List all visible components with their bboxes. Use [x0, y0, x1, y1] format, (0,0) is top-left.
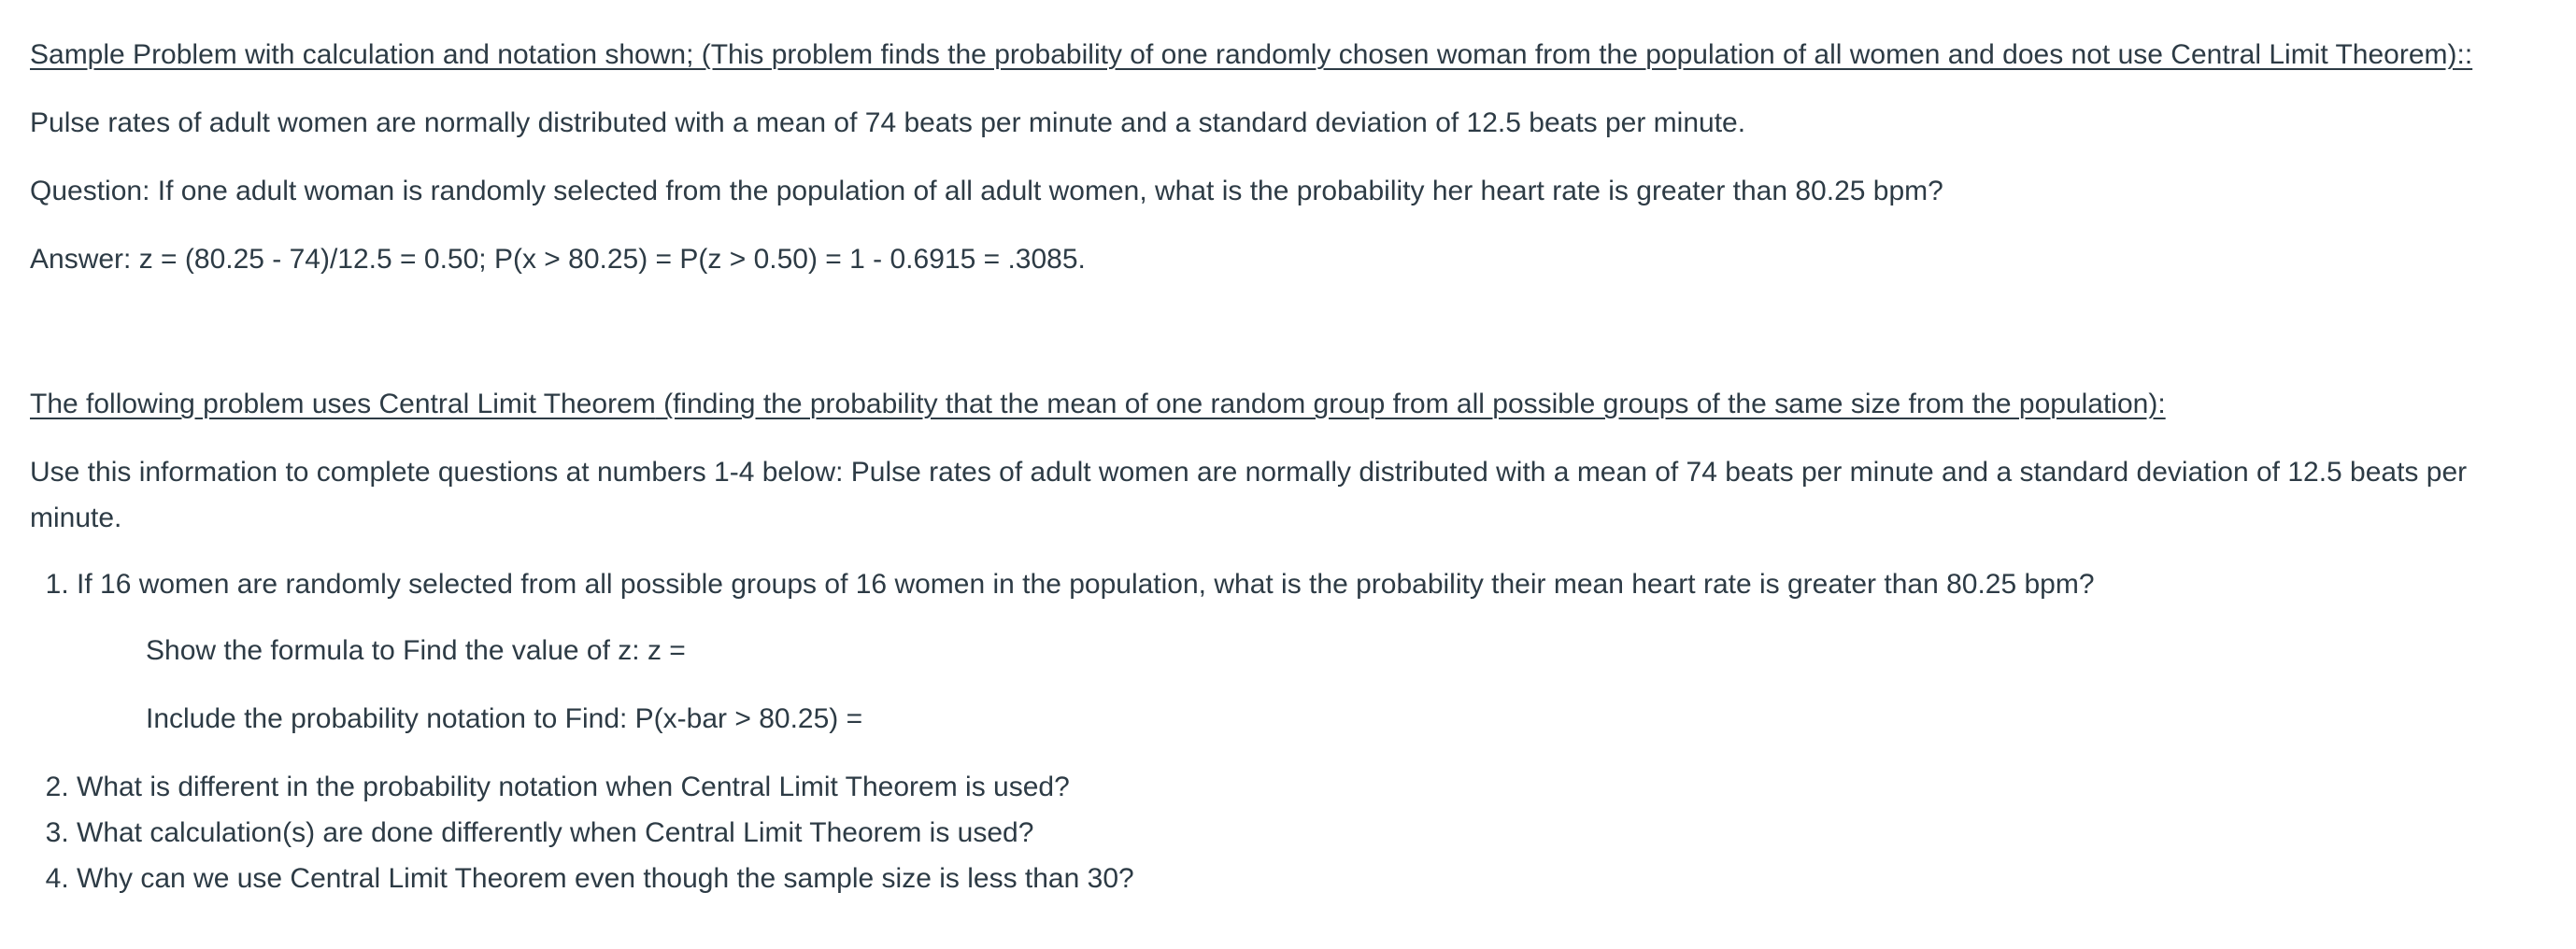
question-text-4: Why can we use Central Limit Theorem even though the sample size is less than 30?: [77, 863, 1134, 894]
question-item-3: [77, 810, 2546, 856]
question-item-4: [77, 856, 2546, 901]
formula-prompt: Show the formula to Find the value of z: z =: [146, 635, 686, 666]
sample-setup: Pulse rates of adult women are normally distributed with a mean of 74 beats per minute and a standard deviation of 12.5 beats per minute.: [30, 107, 1746, 138]
question-text-1: If 16 women are randomly selected from all possible groups of 16 women in the population, what is the probability their mean heart rate is greater than 80.25 bpm?: [77, 569, 2095, 600]
notation-prompt: Include the probability notation to Find: P(x-bar > 80.25) =: [146, 703, 863, 734]
clt-heading-title: The following problem uses Central Limit Theorem: [30, 389, 656, 419]
sample-answer: Answer: z = (80.25 - 74)/12.5 = 0.50; P(x > 80.25) = P(z > 0.50) = 1 - 0.6915 = .3085.: [30, 244, 1086, 275]
clt-heading-subtitle: (finding the probability that the mean of one random group from all possible groups of the same size from the population):: [655, 389, 2166, 419]
clt-heading: [30, 381, 2546, 427]
question-text-2: What is different in the probability notation when Central Limit Theorem is used?: [77, 772, 1070, 802]
sample-heading: Sample Problem with calculation and notation shown; (This problem finds the probability of one randomly chosen woman from the population of all women and does not use Central Limit Theorem)::: [30, 39, 2473, 70]
clt-instructions: Use this information to complete questions at numbers 1-4 below: Pulse rates of adult women are normally distributed with a mean of 74 beats per minute and a standard deviation of 12.5 beats per minute.: [30, 457, 2468, 533]
question-item-2: [77, 764, 2546, 810]
sample-question: Question: If one adult woman is randomly selected from the population of all adult women, what is the probability her heart rate is greater than 80.25 bpm?: [30, 176, 1943, 206]
question-list: [30, 561, 2546, 901]
question-text-3: What calculation(s) are done differently when Central Limit Theorem is used?: [77, 817, 1034, 848]
question-item-1: [77, 561, 2546, 742]
